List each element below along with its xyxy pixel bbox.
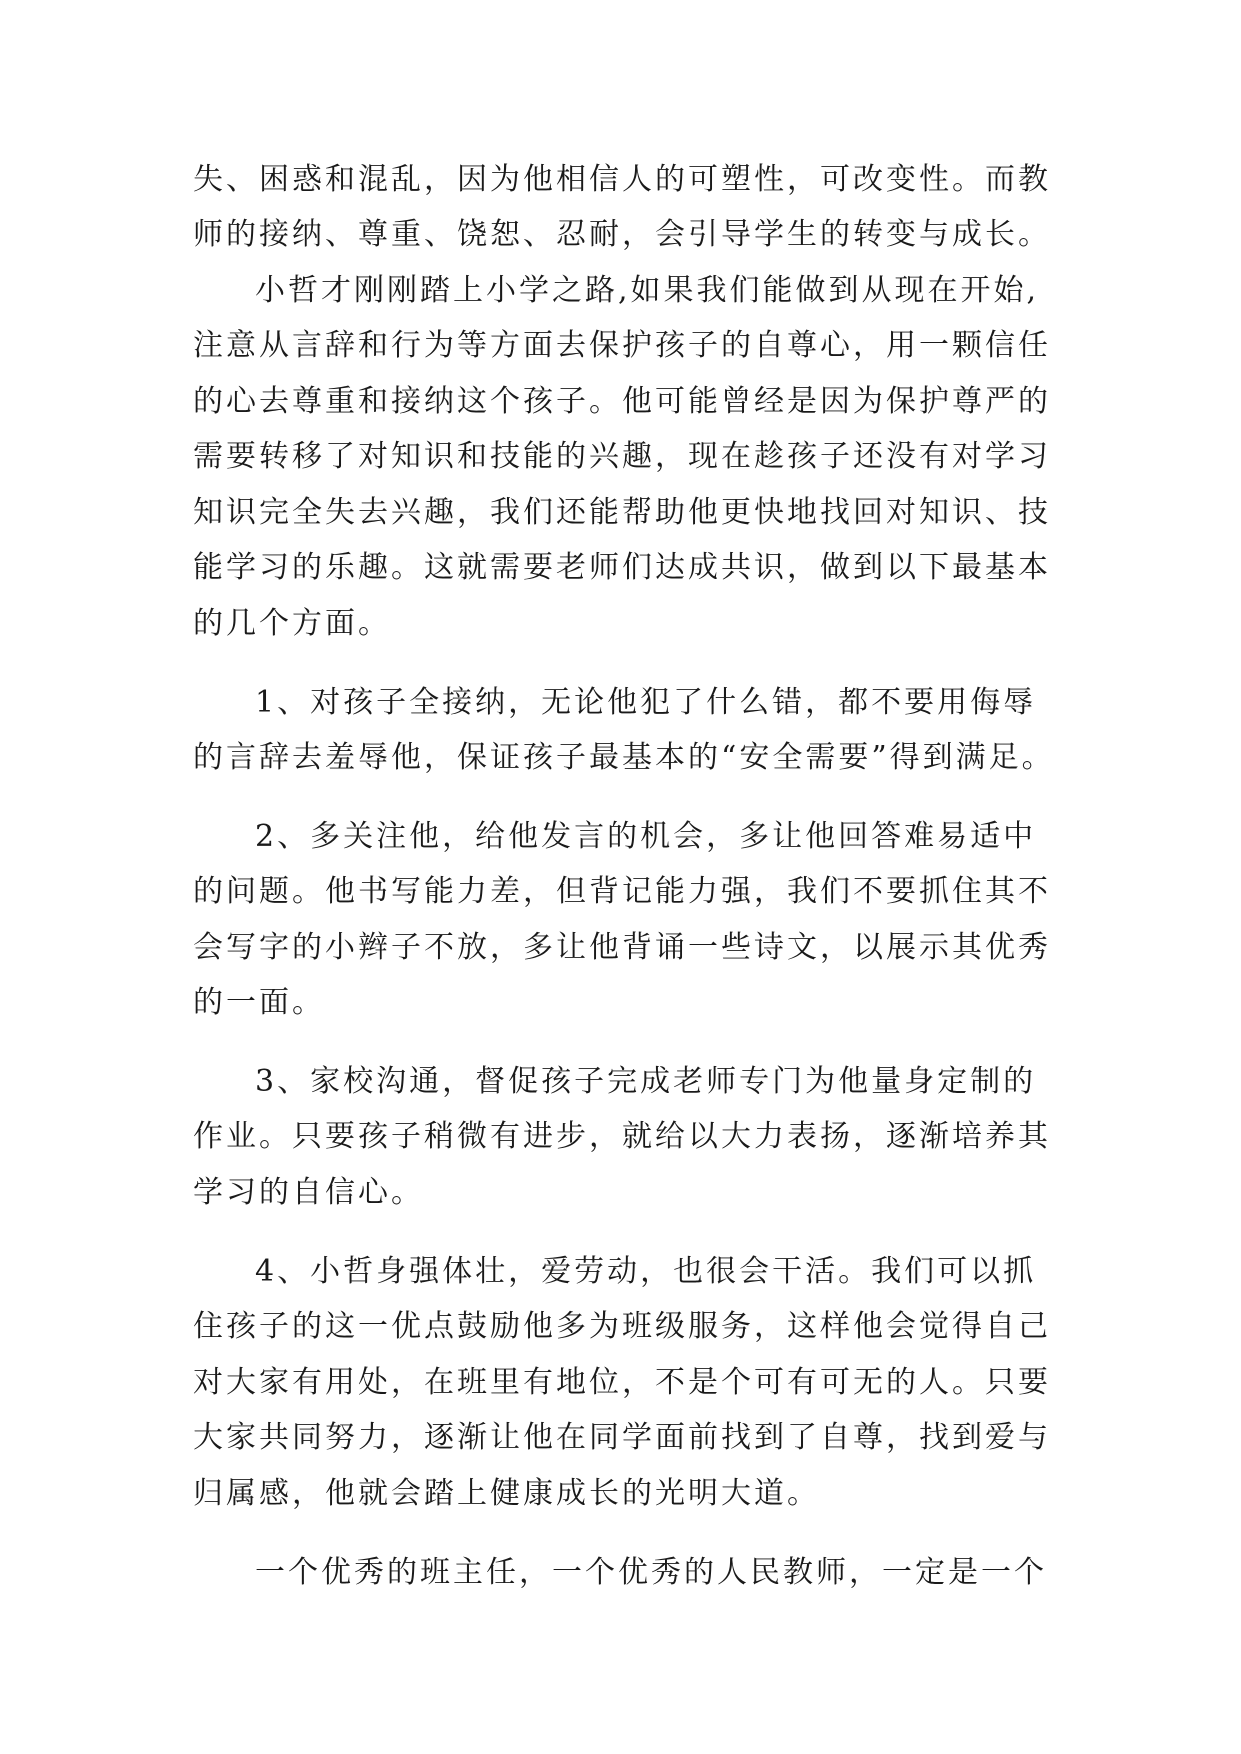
- text-line: 2、多关注他，给他发言的机会，多让他回答难易适中: [255, 819, 1037, 854]
- text-line: 小哲才刚刚踏上小学之路,如果我们能做到从现在开始,: [255, 273, 1040, 308]
- text-line: 学习的自信心。: [193, 1175, 424, 1210]
- text-line: 3、家校沟通，督促孩子完成老师专门为他量身定制的: [255, 1064, 1037, 1099]
- text-line: 住孩子的这一优点鼓励他多为班级服务，这样他会觉得自己: [193, 1309, 1051, 1344]
- text-line: 对大家有用处，在班里有地位，不是个可有可无的人。只要: [193, 1365, 1051, 1400]
- text-line: 的问题。他书写能力差，但背记能力强，我们不要抓住其不: [193, 874, 1051, 909]
- text-line: 的几个方面。: [193, 606, 391, 641]
- text-line: 需要转移了对知识和技能的兴趣，现在趁孩子还没有对学习: [193, 439, 1051, 474]
- text-line: 师的接纳、尊重、饶恕、忍耐，会引导学生的转变与成长。: [193, 217, 1051, 252]
- text-line: 会写字的小辫子不放，多让他背诵一些诗文，以展示其优秀: [193, 930, 1051, 965]
- text-line: 4、小哲身强体壮，爱劳动，也很会干活。我们可以抓: [255, 1254, 1037, 1289]
- text-line: 的言辞去羞辱他，保证孩子最基本的“安全需要”得到满足。: [193, 740, 1055, 775]
- text-line: 1、对孩子全接纳，无论他犯了什么错，都不要用侮辱: [255, 685, 1037, 720]
- text-line: 大家共同努力，逐渐让他在同学面前找到了自尊，找到爱与: [193, 1420, 1051, 1455]
- text-line: 注意从言辞和行为等方面去保护孩子的自尊心，用一颗信任: [193, 328, 1051, 363]
- text-line: 作业。只要孩子稍微有进步，就给以大力表扬，逐渐培养其: [193, 1119, 1051, 1154]
- text-line: 知识完全失去兴趣，我们还能帮助他更快地找回对知识、技: [193, 495, 1051, 530]
- text-line: 失、困惑和混乱，因为他相信人的可塑性，可改变性。而教: [193, 162, 1051, 197]
- text-line: 归属感，他就会踏上健康成长的光明大道。: [193, 1476, 820, 1511]
- text-line: 一个优秀的班主任，一个优秀的人民教师，一定是一个: [255, 1555, 1047, 1590]
- text-line: 的心去尊重和接纳这个孩子。他可能曾经是因为保护尊严的: [193, 384, 1051, 419]
- text-line: 的一面。: [193, 985, 325, 1020]
- text-line: 能学习的乐趣。这就需要老师们达成共识，做到以下最基本: [193, 550, 1051, 585]
